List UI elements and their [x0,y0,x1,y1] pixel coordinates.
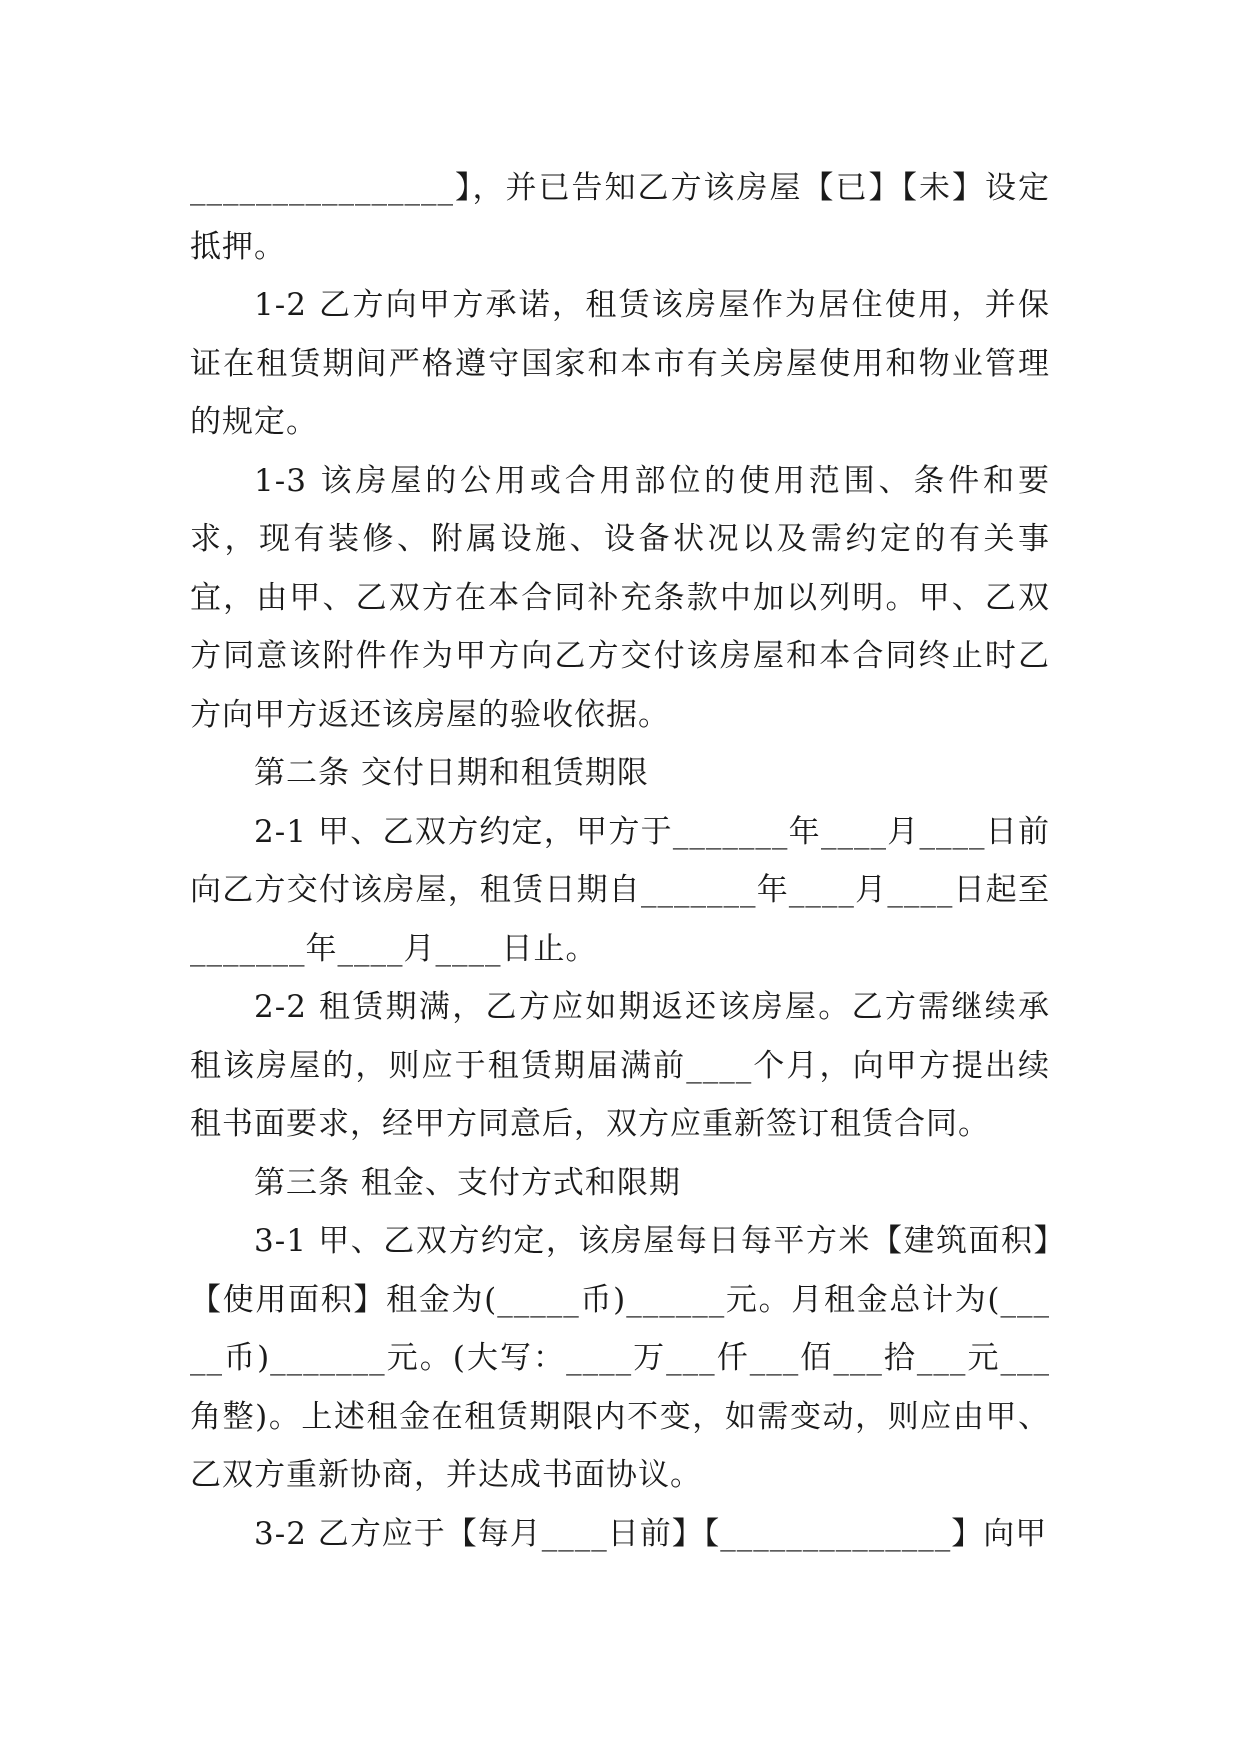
clause-3-2: 3-2 乙方应于【每月____日前】【______________】向甲 [254,1515,1048,1552]
document-body [190,159,1050,1563]
article-3-heading: 第三条 租金、支付方式和限期 [254,1164,681,1201]
clause-1-2: 1-2 乙方向甲方承诺，租赁该房屋作为居住使用，并保证在租赁期间严格遵守国家和本市有关房屋使用和物业管理的规定。 [190,287,1050,440]
clause-1-3: 1-3 该房屋的公用或合用部位的使用范围、条件和要求，现有装修、附属设施、设备状况以及需约定的有关事宜，由甲、乙双方在本合同补充条款中加以列明。甲、乙双方同意该附件作为甲方向乙方交付该房屋和本合同终止时乙方向甲方返还该房屋的验收依据。 [190,462,1050,733]
article-2-heading: 第二条 交付日期和租赁期限 [254,755,649,791]
clause-2-1: 2-1 甲、乙双方约定，甲方于_______年____月____日前向乙方交付该房屋，租赁日期自_______年____月____日起至_______年____月____日止。 [190,813,1050,967]
clause-3-1: 3-1 甲、乙双方约定，该房屋每日每平方米【建筑面积】【使用面积】租金为(_____币)______元。月租金总计为(_____币)_______元。(大写：____万___仟___佰___拾___元___角整)。上述租金在租赁期限内不变，如需变动，则应由甲、乙双方重新协商，并达成书面协议。 [190,1223,1050,1493]
paragraph-continuation: ________________】，并已告知乙方该房屋【已】【未】设定抵押。 [190,170,1050,265]
clause-2-2: 2-2 租赁期满，乙方应如期返还该房屋。乙方需继续承租该房屋的，则应于租赁期届满前____个月，向甲方提出续租书面要求，经甲方同意后，双方应重新签订租赁合同。 [190,989,1050,1142]
